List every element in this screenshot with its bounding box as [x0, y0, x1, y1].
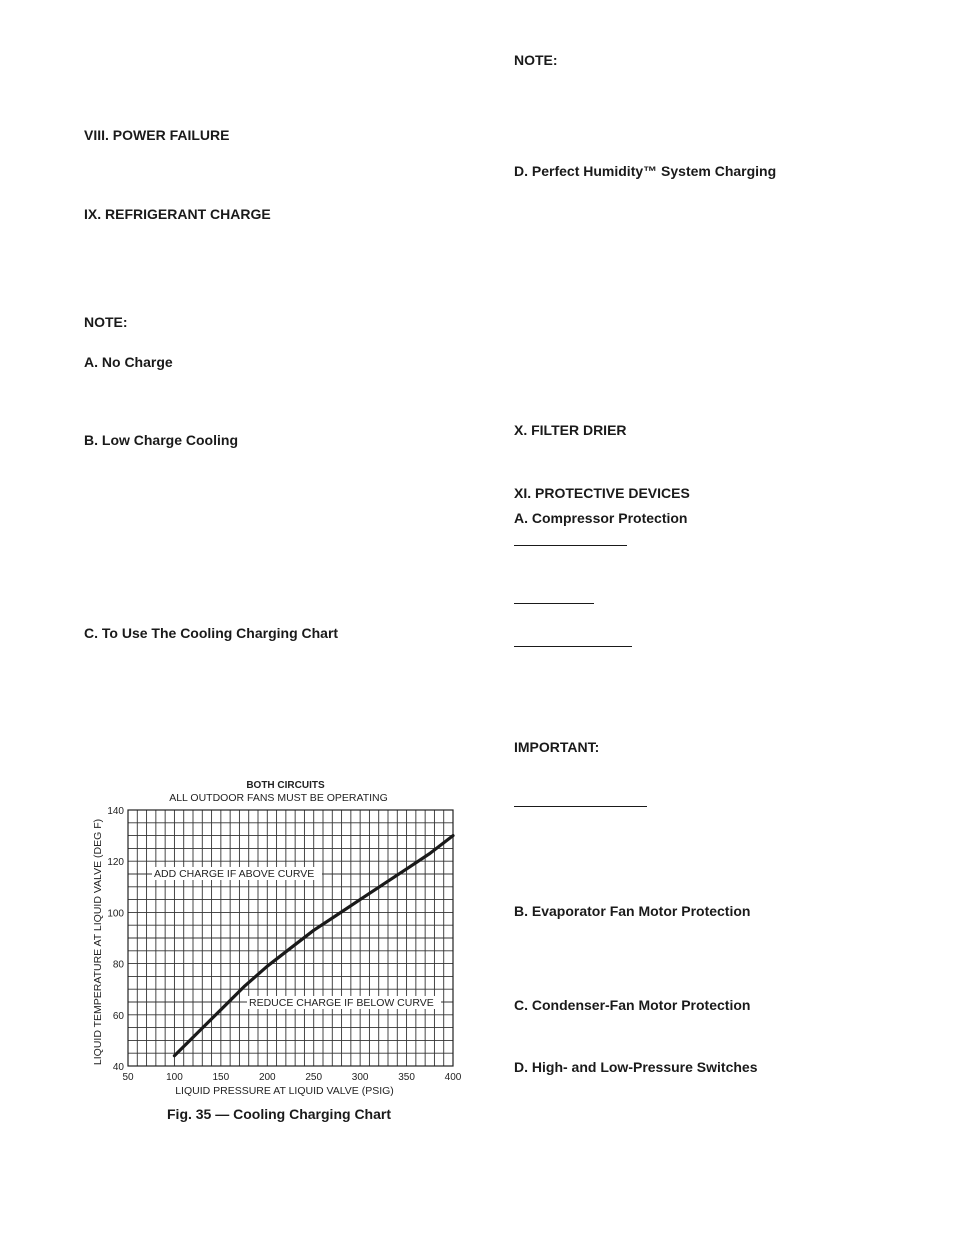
chart-title: BOTH CIRCUITS	[246, 780, 325, 791]
annotation-add-charge: ADD CHARGE IF ABOVE CURVE	[154, 868, 315, 880]
heading-perfect-humidity: D. Perfect Humidity™ System Charging	[514, 163, 777, 179]
y-tick-label: 80	[112, 959, 124, 971]
underline-rule	[514, 545, 627, 546]
heading-evaporator-fan-protection: B. Evaporator Fan Motor Protection	[514, 903, 751, 919]
note-label-right: NOTE:	[514, 52, 558, 68]
note-label-left: NOTE:	[84, 314, 128, 330]
figure-caption: Fig. 35 — Cooling Charging Chart	[167, 1106, 391, 1122]
x-tick-label: 250	[305, 1072, 323, 1083]
heading-compressor-protection: A. Compressor Protection	[514, 510, 688, 526]
heading-protective-devices: XI. PROTECTIVE DEVICES	[514, 485, 690, 501]
heading-use-cooling-chart: C. To Use The Cooling Charging Chart	[84, 625, 339, 641]
y-tick-label: 40	[112, 1062, 124, 1073]
heading-filter-drier: X. FILTER DRIER	[514, 422, 627, 438]
y-tick-label: 60	[112, 1010, 124, 1022]
y-tick-label: 120	[107, 857, 124, 869]
x-axis-label: LIQUID PRESSURE AT LIQUID VALVE (PSIG)	[175, 1085, 394, 1097]
underline-rule	[514, 646, 632, 647]
x-tick-label: 350	[398, 1072, 415, 1083]
heading-low-charge-cooling: B. Low Charge Cooling	[84, 432, 238, 448]
x-tick-label: 400	[444, 1072, 462, 1083]
heading-pressure-switches: D. High- and Low-Pressure Switches	[514, 1059, 758, 1075]
underline-rule	[514, 806, 647, 807]
cooling-charging-chart	[84, 772, 474, 1102]
x-tick-label: 300	[351, 1072, 369, 1083]
y-tick-label: 140	[107, 806, 124, 817]
x-tick-label: 100	[166, 1072, 183, 1083]
annotation-reduce-charge: REDUCE CHARGE IF BELOW CURVE	[249, 997, 434, 1009]
important-label: IMPORTANT:	[514, 739, 600, 755]
y-axis-label: LIQUID TEMPERATURE AT LIQUID VALVE (DEG F)	[92, 818, 104, 1066]
heading-power-failure: VIII. POWER FAILURE	[84, 127, 230, 143]
underline-rule	[514, 603, 594, 604]
heading-refrigerant-charge: IX. REFRIGERANT CHARGE	[84, 206, 271, 222]
chart-subtitle: ALL OUTDOOR FANS MUST BE OPERATING	[169, 792, 388, 804]
heading-condenser-fan-protection: C. Condenser-Fan Motor Protection	[514, 997, 751, 1013]
heading-no-charge: A. No Charge	[84, 354, 173, 370]
x-tick-label: 200	[258, 1072, 276, 1083]
x-tick-label: 150	[212, 1072, 230, 1083]
y-tick-label: 100	[107, 908, 124, 920]
x-tick-label: 50	[122, 1072, 134, 1083]
